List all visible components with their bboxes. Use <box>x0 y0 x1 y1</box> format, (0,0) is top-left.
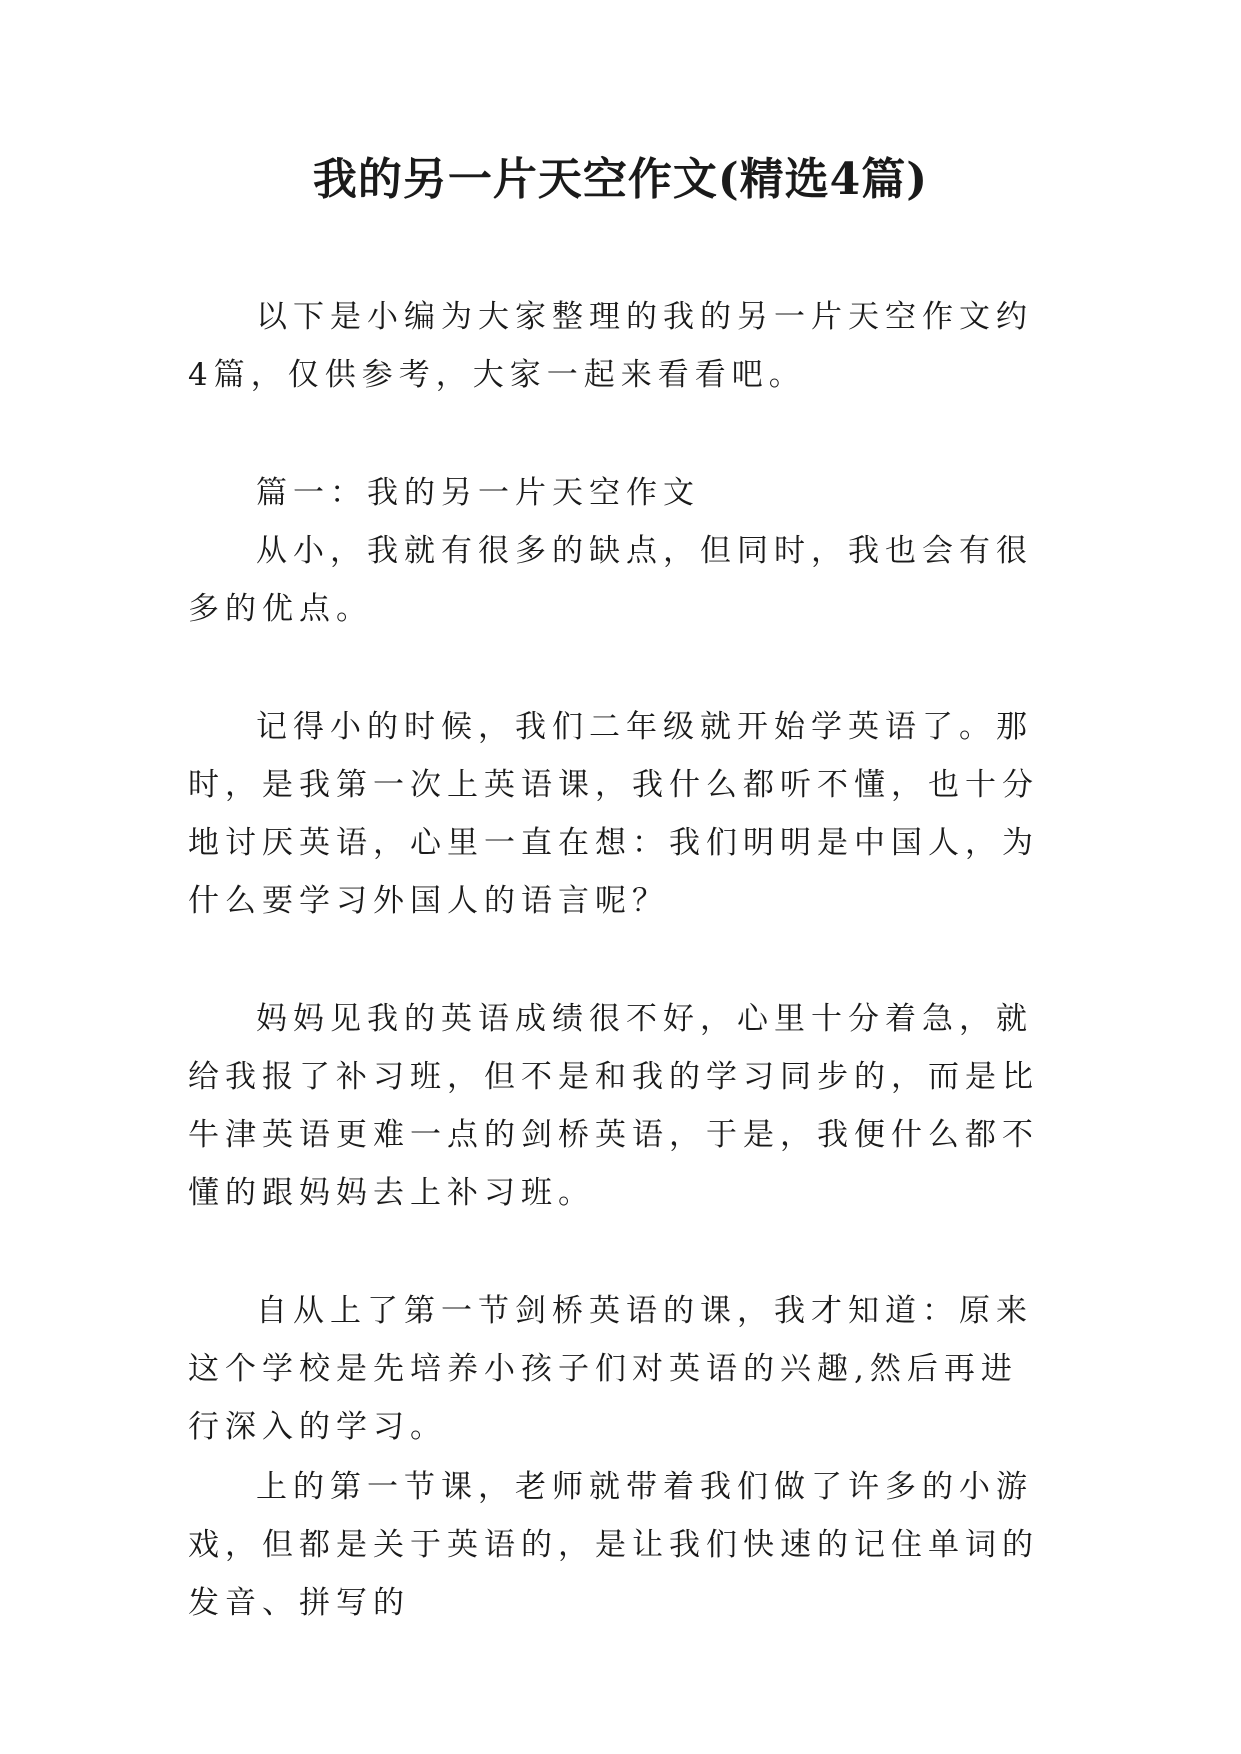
section-heading: 篇一：我的另一片天空作文 <box>256 475 700 511</box>
body-paragraph: 妈妈见我的英语成绩很不好，心里十分着急，就给我报了补习班，但不是和我的学习同步的，而是比牛津英语更难一点的剑桥英语，于是，我便什么都不懂的跟妈妈去上补习班。 <box>188 1001 1039 1211</box>
body-paragraph: 上的第一节课，老师就带着我们做了许多的小游戏，但都是关于英语的，是让我们快速的记住单词的发音、拼写的 <box>188 1469 1039 1621</box>
body-paragraph: 从小，我就有很多的缺点，但同时，我也会有很多的优点。 <box>188 533 1033 627</box>
body-paragraph: 记得小的时候，我们二年级就开始学英语了。那时，是我第一次上英语课，我什么都听不懂，也十分地讨厌英语，心里一直在想：我们明明是中国人，为什么要学习外国人的语言呢？ <box>188 709 1039 919</box>
document-title: 我的另一片天空作文(精选4篇) <box>312 154 929 205</box>
intro-paragraph: 以下是小编为大家整理的我的另一片天空作文约4篇，仅供参考，大家一起来看看吧。 <box>188 299 1033 393</box>
body-paragraph: 自从上了第一节剑桥英语的课，我才知道：原来这个学校是先培养小孩子们对英语的兴趣,然后再进行深入的学习。 <box>188 1293 1033 1445</box>
